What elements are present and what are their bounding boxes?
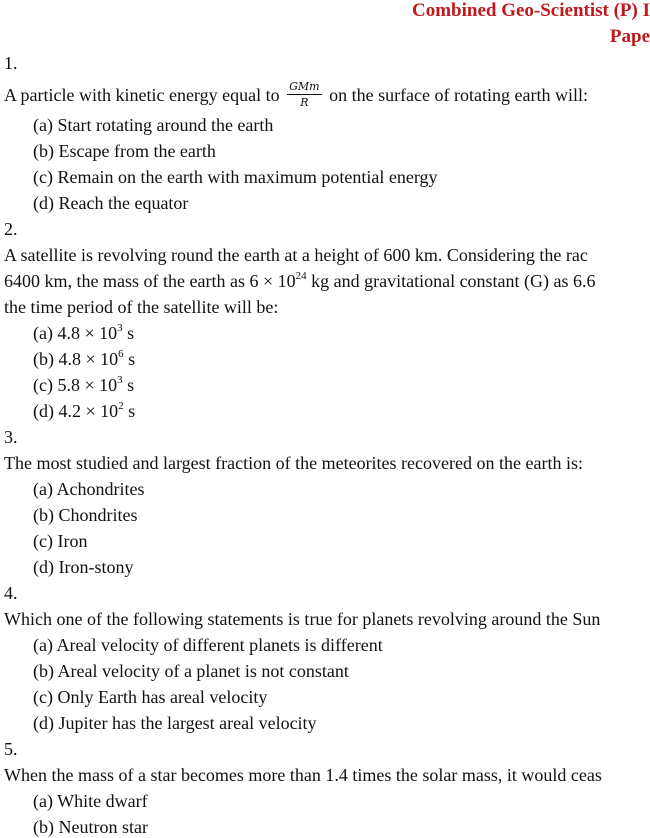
option-a: (a) Achondrites bbox=[33, 479, 145, 499]
option-a: (a) White dwarf bbox=[33, 791, 148, 811]
option-b: (b) Chondrites bbox=[33, 505, 138, 525]
option-a: (a) Areal velocity of different planets is different bbox=[33, 635, 383, 655]
exponent: 6 bbox=[118, 348, 124, 360]
question-number: 3. bbox=[4, 427, 18, 447]
option-b: (b) Areal velocity of a planet is not constant bbox=[33, 661, 349, 681]
question-text-part: on the surface of rotating earth will: bbox=[329, 85, 588, 106]
option-value: (c) 5.8 × 10 bbox=[33, 375, 118, 395]
option-c bbox=[33, 374, 134, 399]
option-value: (a) 4.8 × 10 bbox=[33, 323, 118, 343]
question-text-part: 6400 km, the mass of the earth as 6 × 10 bbox=[4, 271, 296, 291]
option-d: (d) Reach the equator bbox=[33, 193, 189, 213]
option-c: (c) Only Earth has areal velocity bbox=[33, 687, 268, 707]
option-value: (b) 4.8 × 10 bbox=[33, 349, 119, 369]
question-number: 5. bbox=[4, 739, 18, 759]
option-d: (d) Iron-stony bbox=[33, 557, 134, 577]
option-unit: s bbox=[123, 401, 136, 421]
question-text: Which one of the following statements is true for planets revolving around the Sun bbox=[4, 609, 601, 629]
exponent: 3 bbox=[117, 374, 123, 386]
document-header-paper: Pape bbox=[609, 26, 650, 47]
option-a bbox=[33, 322, 134, 347]
option-d: (d) Jupiter has the largest areal velocity bbox=[33, 713, 317, 733]
option-a: (a) Start rotating around the earth bbox=[33, 115, 274, 135]
option-b: (b) Neutron star bbox=[33, 817, 148, 837]
exponent: 24 bbox=[295, 270, 307, 282]
question-text: The most studied and largest fraction of the meteorites recovered on the earth is: bbox=[4, 453, 583, 473]
option-b bbox=[33, 348, 135, 373]
question-number: 2. bbox=[4, 219, 18, 239]
exponent: 3 bbox=[117, 322, 123, 334]
option-d bbox=[33, 400, 135, 425]
option-unit: s bbox=[122, 375, 135, 395]
document-header-title: Combined Geo-Scientist (P) I bbox=[411, 0, 650, 21]
question-text: When the mass of a star becomes more than 1.4 times the solar mass, it would ceas bbox=[4, 765, 602, 785]
option-b: (b) Escape from the earth bbox=[33, 141, 216, 161]
question-text bbox=[4, 270, 596, 295]
question-text-part: A particle with kinetic energy equal to bbox=[4, 85, 280, 106]
question-text bbox=[4, 80, 588, 111]
option-c: (c) Iron bbox=[33, 531, 88, 551]
exponent: 2 bbox=[118, 400, 124, 412]
question-text-part: kg and gravitational constant (G) as 6.6 bbox=[306, 271, 596, 291]
fraction-numerator: GMm bbox=[289, 80, 320, 93]
option-unit: s bbox=[123, 349, 136, 369]
option-unit: s bbox=[122, 323, 135, 343]
fraction-denominator: R bbox=[300, 96, 309, 109]
option-value: (d) 4.2 × 10 bbox=[33, 401, 119, 421]
question-text: the time period of the satellite will be: bbox=[4, 297, 279, 317]
option-c: (c) Remain on the earth with maximum potential energy bbox=[33, 167, 438, 187]
question-number: 4. bbox=[4, 583, 18, 603]
question-text: A satellite is revolving round the earth at a height of 600 km. Considering the rac bbox=[4, 245, 588, 265]
fraction-gmm-over-r bbox=[287, 81, 321, 109]
question-number: 1. bbox=[4, 53, 18, 73]
